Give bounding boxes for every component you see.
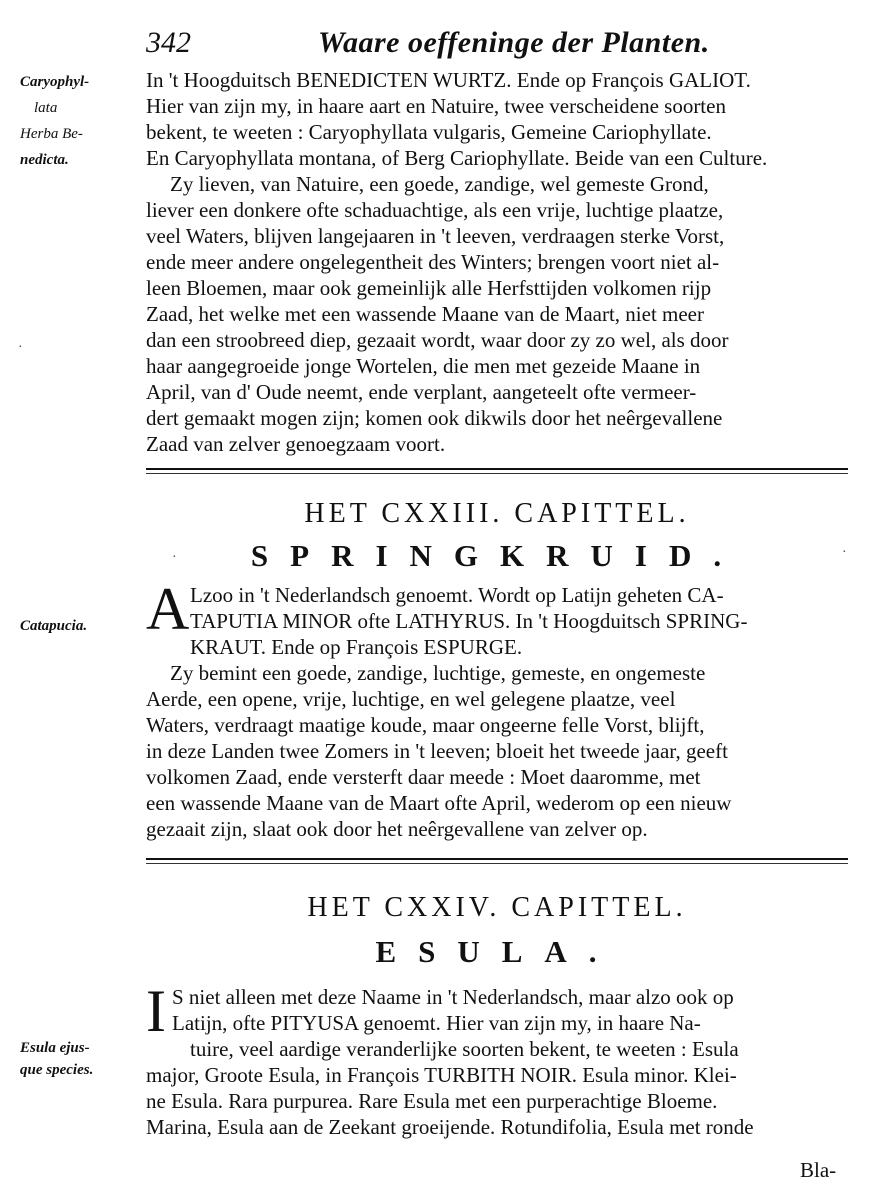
text-line: In 't Hoogduitsch BENEDICTEN WURTZ. Ende op François GALIOT. (146, 68, 751, 92)
section-divider (146, 858, 848, 860)
page-number: 342 (146, 26, 191, 59)
text-line: Zy bemint een goede, zandige, luchtige, gemeste, en ongemeste (170, 661, 706, 685)
text-line: Latijn, ofte PITYUSA genoemt. Hier van zijn my, in haare Na- (172, 1011, 701, 1035)
margin-note-line: Caryophyl- (20, 74, 90, 90)
text-line: ne Esula. Rara purpurea. Rare Esula met een purperachtige Bloeme. (146, 1089, 718, 1113)
text-line: bekent, te weeten : Caryophyllata vulgaris, Gemeine Cariophyllate. (146, 120, 712, 144)
text-line: TAPUTIA MINOR ofte LATHYRUS. In 't Hoogduitsch SPRING- (190, 609, 748, 633)
margin-note-line: que species. (20, 1062, 94, 1078)
text-line: major, Groote Esula, in François TURBITH NOIR. Esula minor. Klei- (146, 1063, 737, 1087)
text-line: Zaad van zelver genoegzaam voort. (146, 432, 446, 456)
drop-cap: I (146, 978, 166, 1044)
running-title: Waare oeffeninge der Planten. (318, 26, 710, 59)
text-line: Zy lieven, van Natuire, een goede, zandige, wel gemeste Grond, (170, 172, 709, 196)
margin-note-line: lata (34, 100, 58, 116)
text-line: Hier van zijn my, in haare aart en Natuire, twee verscheidene soorten (146, 94, 726, 118)
catchword: Bla- (800, 1158, 837, 1182)
margin-note-line: nedicta. (20, 152, 69, 168)
text-line: KRAUT. Ende op François ESPURGE. (190, 635, 523, 659)
ink-speck: · (172, 550, 177, 565)
text-line: En Caryophyllata montana, of Berg Cariophyllate. Beide van een Culture. (146, 146, 768, 170)
text-line: Waters, verdraagt maatige koude, maar ongeerne felle Vorst, blijft, (146, 713, 705, 737)
drop-cap: A (146, 576, 190, 642)
text-line: S niet alleen met deze Naame in 't Nederlandsch, maar alzo ook op (172, 985, 734, 1009)
text-line: volkomen Zaad, ende versterft daar meede : Moet daaromme, met (146, 765, 701, 789)
text-line: Zaad, het welke met een wassende Maane van de Maart, niet meer (146, 302, 704, 326)
text-line: in deze Landen twee Zomers in 't leeven; bloeit het tweede jaar, geeft (146, 739, 728, 763)
text-line: tuire, veel aardige veranderlijke soorten bekent, te weeten : Esula (190, 1037, 739, 1061)
text-line: Lzoo in 't Nederlandsch genoemt. Wordt op Latijn geheten CA- (190, 583, 724, 607)
ink-speck: · (842, 545, 847, 560)
text-line: ende meer andere ongelegentheit des Winters; brengen voort niet al- (146, 250, 720, 274)
text-line: liever een donkere ofte schaduachtige, als een vrije, luchtige plaatze, (146, 198, 724, 222)
text-line: haar aangegroeide jonge Wortelen, die men met gezeide Maane in (146, 354, 701, 378)
text-line: April, van d' Oude neemt, ende verplant, aangeteelt ofte vermeer- (146, 380, 697, 404)
chapter-title: HET CXXIII. CAPITTEL. (304, 498, 690, 529)
text-line: Marina, Esula aan de Zeekant groeijende. Rotundifolia, Esula met ronde (146, 1115, 754, 1139)
margin-note-line: Herba Be- (20, 126, 83, 142)
text-line: dert gemaakt mogen zijn; komen ook dikwils door het neêrgevallene (146, 406, 723, 430)
chapter-name: SPRINGKRUID. (250, 538, 744, 573)
text-line: dan een stroobreed diep, gezaait wordt, waar door zy zo wel, als door (146, 328, 729, 352)
text-line: een wassende Maane van de Maart ofte April, wederom op een nieuw (146, 791, 732, 815)
chapter-title: HET CXXIV. CAPITTEL. (307, 892, 687, 923)
text-line: veel Waters, blijven langejaaren in 't leeven, verdraagen sterke Vorst, (146, 224, 725, 248)
ink-speck: · (18, 340, 23, 355)
chapter-name: ESULA. (375, 934, 619, 969)
section-divider (146, 468, 848, 470)
text-line: leen Bloemen, maar ook gemeinlijk alle Herfsttijden volkomen rijp (146, 276, 712, 300)
margin-note-line: Catapucia. (20, 618, 88, 634)
text-line: gezaait zijn, slaat ook door het neêrgevallene van zelver op. (146, 817, 648, 841)
text-line: Aerde, een opene, vrije, luchtige, en wel gelegene plaatze, veel (146, 687, 676, 711)
margin-note-line: Esula ejus- (20, 1040, 90, 1056)
